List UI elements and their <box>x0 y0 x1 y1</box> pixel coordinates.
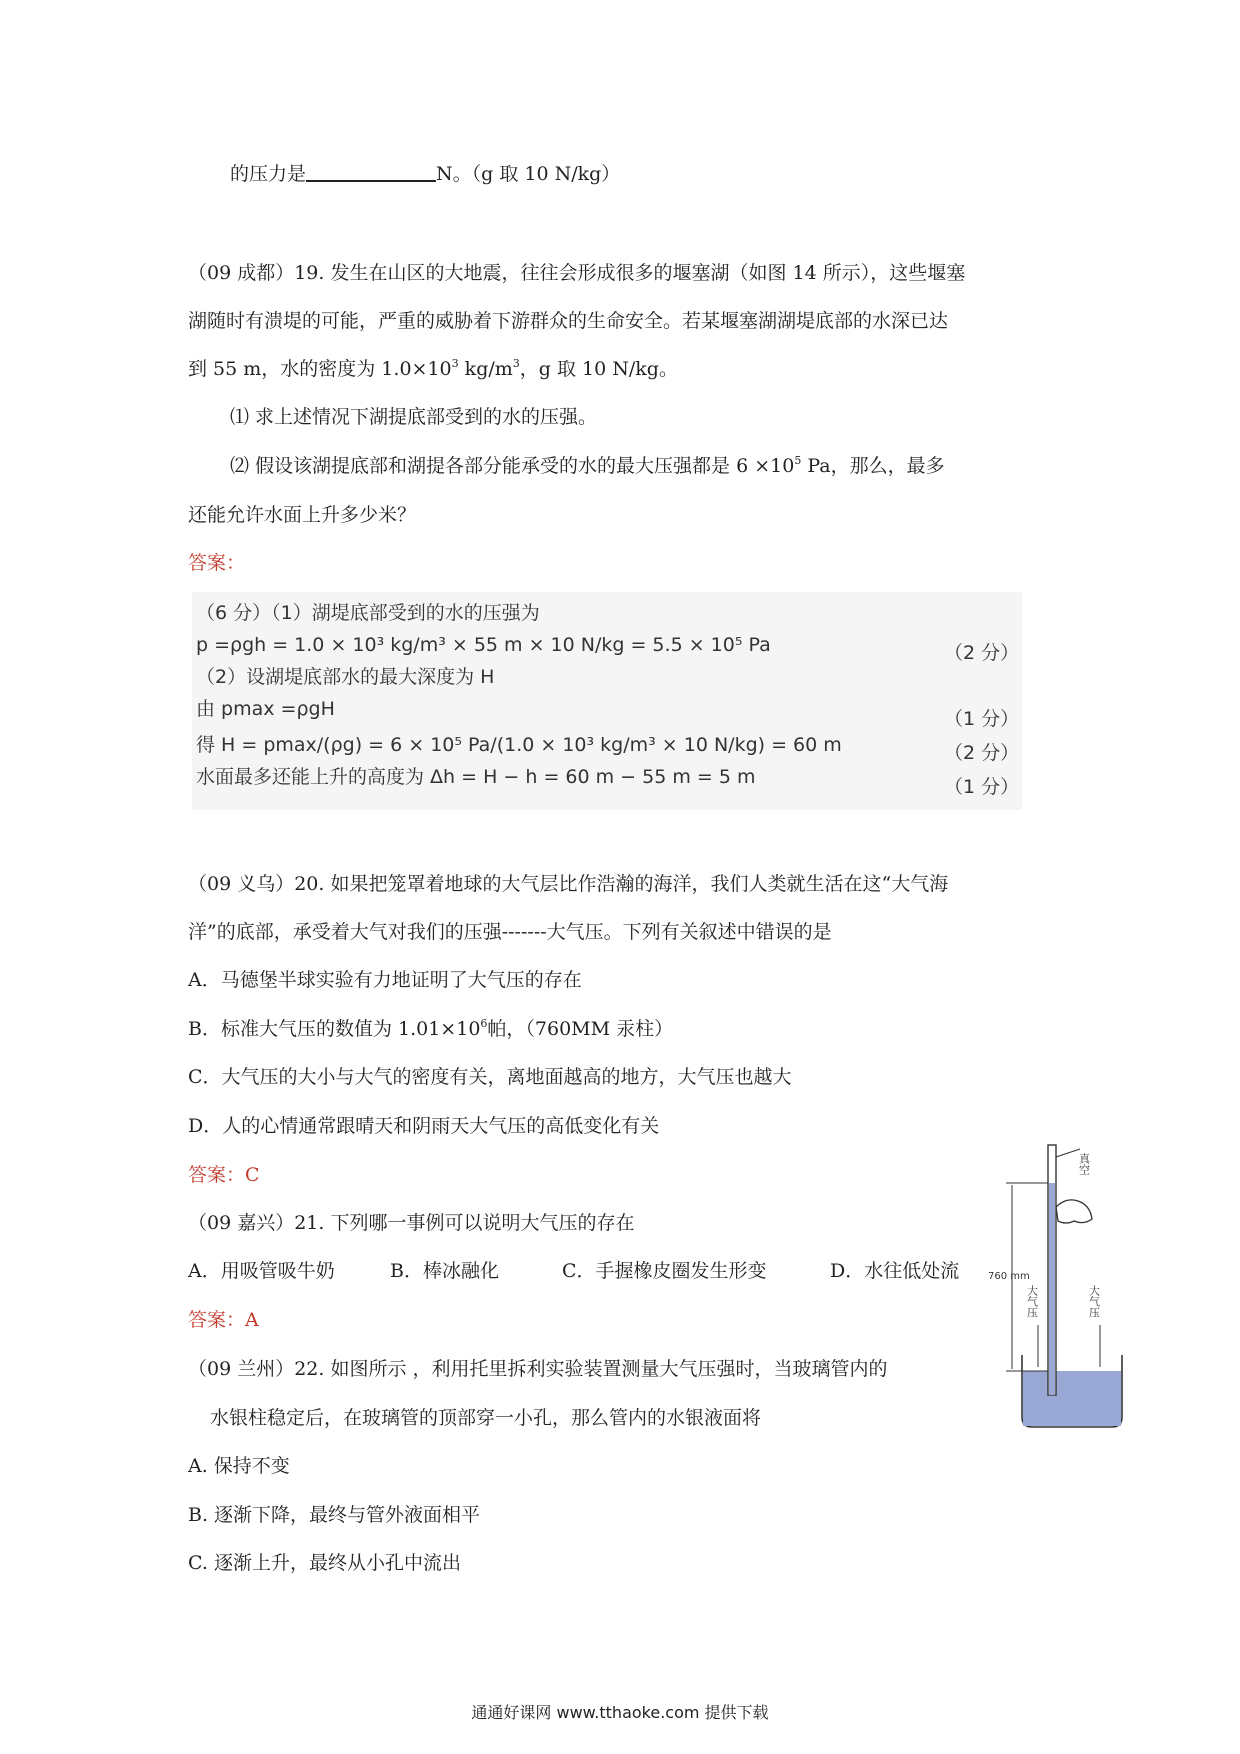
solution-score-6: （1 分） <box>944 776 1020 798</box>
q19-sub-2-sup: 5 <box>794 454 802 467</box>
q19-sub-2 <box>230 453 945 479</box>
q21-option-d: D．水往低处流 <box>830 1260 960 1282</box>
top-line-text: 的压力是 <box>230 163 307 185</box>
q19-line-3-b: kg/m <box>458 358 513 380</box>
q20-option-c: C．大气压的大小与大气的密度有关，离地面越高的地方，大气压也越大 <box>188 1066 792 1088</box>
q22-option-b: B. 逐渐下降，最终与管外液面相平 <box>188 1504 481 1526</box>
q19-line-1: （09 成都）19. 发生在山区的大地震，往往会形成很多的堰塞湖（如图 14 所示），这些堰塞 <box>188 262 966 284</box>
q22-line-2: 水银柱稳定后，在玻璃管的顶部穿一小孔，那么管内的水银液面将 <box>210 1407 762 1429</box>
q20-answer: 答案：C <box>188 1164 260 1186</box>
q19-line-3-sup2: 3 <box>512 357 520 370</box>
q19-line-3-c: ，g 取 10 N/kg。 <box>519 358 678 380</box>
solution-score-4: （1 分） <box>944 708 1020 730</box>
q19-line-3-sup: 3 <box>451 357 459 370</box>
vacuum-label: 真空 <box>1077 1153 1091 1175</box>
tube-mercury <box>1049 1183 1055 1395</box>
top-line-tail: N。（g 取 10 N/kg） <box>436 163 621 185</box>
q22-line-1: （09 兰州）22. 如图所示 ，利用托里拆利实验装置测量大气压强时，当玻璃管内的 <box>188 1358 888 1380</box>
q19-line-2: 湖随时有溃堤的可能，严重的威胁着下游群众的生命安全。若某堰塞湖湖堤底部的水深已达 <box>188 310 949 332</box>
q20-line-1: （09 义乌）20. 如果把笼罩着地球的大气层比作浩瀚的海洋，我们人类就生活在这“大气海 <box>188 873 949 895</box>
q21-answer: 答案：A <box>188 1309 259 1331</box>
q20-line-2: 洋”的底部，承受着大气对我们的压强-------大气压。下列有关叙述中错误的是 <box>188 921 832 943</box>
q20-option-b-b: 帕，（760MM 汞柱） <box>487 1018 674 1040</box>
q19-line-3 <box>188 356 678 382</box>
q22-option-c: C. 逐渐上升，最终从小孔中流出 <box>188 1552 461 1574</box>
q21-option-a: A．用吸管吸牛奶 <box>188 1260 335 1282</box>
solution-line-2: p =ρgh = 1.0 × 10³ kg/m³ × 55 m × 10 N/kg = 5.5 × 10⁵ Pa <box>196 634 771 656</box>
q21-option-c: C．手握橡皮圈发生形变 <box>562 1260 767 1282</box>
page-footer: 通通好课网 www.tthaoke.com 提供下载 <box>471 1703 769 1722</box>
top-line <box>230 161 620 187</box>
q20-option-a: A．马德堡半球实验有力地证明了大气压的存在 <box>188 969 582 991</box>
solution-box <box>192 592 1022 810</box>
q19-sub-2-b: Pa，那么，最多 <box>801 455 945 477</box>
torricelli-figure <box>988 1135 1130 1445</box>
q20-option-b <box>188 1016 673 1042</box>
atm-right-label: 大气压 <box>1087 1285 1101 1318</box>
q21-option-b: B．棒冰融化 <box>390 1260 499 1282</box>
q19-answer-label: 答案： <box>188 552 246 574</box>
hand-icon <box>1056 1200 1092 1223</box>
q22-option-a: A. 保持不变 <box>188 1455 290 1477</box>
q19-sub-2-line-2: 还能允许水面上升多少米？ <box>188 504 417 526</box>
q19-line-3-a: 到 55 m，水的密度为 1.0×10 <box>188 358 452 380</box>
solution-line-5: 得 H = pmax/(ρg) = 6 × 10⁵ Pa/(1.0 × 10³ kg/m³ × 10 N/kg) = 60 m <box>196 734 842 756</box>
q20-option-b-sup: 6 <box>480 1017 488 1030</box>
answer-blank <box>306 162 436 182</box>
q20-option-d: D．人的心情通常跟晴天和阴雨天大气压的高低变化有关 <box>188 1115 660 1137</box>
q20-option-b-a: B．标准大气压的数值为 1.01×10 <box>188 1018 481 1040</box>
solution-line-4: 由 pmax =ρgH <box>196 698 335 720</box>
solution-score-2: （2 分） <box>944 642 1020 664</box>
height-label: 760 mm <box>988 1271 1030 1282</box>
basin-mercury <box>1023 1371 1121 1426</box>
solution-line-1: （6 分）（1）湖堤底部受到的水的压强为 <box>196 602 540 624</box>
q21-line-1: （09 嘉兴）21. 下列哪一事例可以说明大气压的存在 <box>188 1212 635 1234</box>
solution-line-6: 水面最多还能上升的高度为 Δh = H − h = 60 m − 55 m = 5 m <box>196 766 756 788</box>
q19-sub-1: ⑴ 求上述情况下湖提底部受到的水的压强。 <box>230 406 598 428</box>
solution-score-5: （2 分） <box>944 742 1020 764</box>
q19-sub-2-a: ⑵ 假设该湖提底部和湖提各部分能承受的水的最大压强都是 6 ×10 <box>230 455 795 477</box>
atm-left-label: 大气压 <box>1025 1285 1039 1318</box>
solution-line-3: （2）设湖堤底部水的最大深度为 H <box>196 666 495 688</box>
